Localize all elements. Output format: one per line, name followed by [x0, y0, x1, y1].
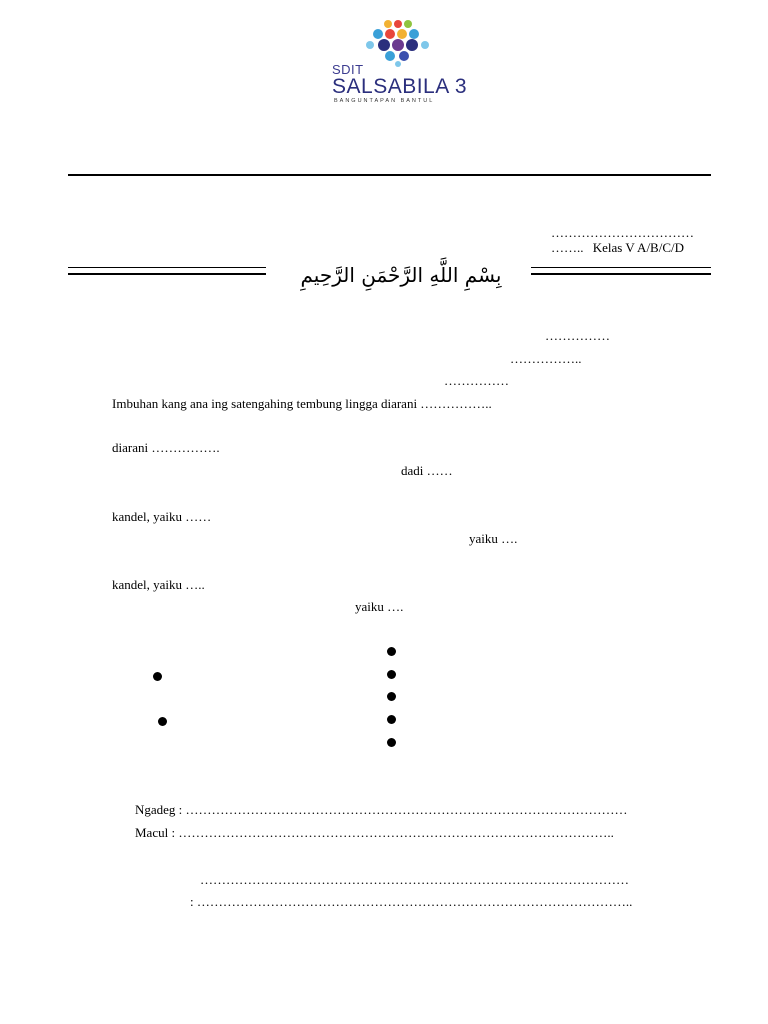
logo-prefix: SDIT — [332, 62, 364, 77]
footer-line-1: ……………………………………………………………………………………… — [200, 872, 629, 887]
name-field: …………………………… — [551, 225, 694, 240]
bullet-left-1 — [153, 672, 162, 681]
school-logo — [328, 18, 468, 104]
blank-field-1: …………… — [545, 328, 610, 343]
logo-emblem-icon — [328, 18, 468, 68]
question-yaiku-1: yaiku …. — [469, 531, 518, 546]
class-row — [551, 240, 684, 256]
bullet-left-2 — [158, 717, 167, 726]
question-dadi: dadi …… — [401, 463, 453, 478]
logo-school-name: SALSABILA 3 — [332, 75, 468, 98]
footer-line-2: : ……………………………………………………………………………………….. — [190, 894, 633, 909]
question-kandel-1: kandel, yaiku …… — [112, 509, 212, 524]
logo-subtitle: BANGUNTAPAN BANTUL — [334, 98, 435, 104]
header-divider — [68, 174, 711, 176]
blank-field-3: …………… — [444, 373, 509, 388]
bullet-right-5 — [387, 738, 396, 747]
bullet-right-1 — [387, 647, 396, 656]
answer-macul: Macul : ……………………………………………………………………………………….. — [135, 825, 614, 840]
basmalah-calligraphy: بِسْمِ اللَّهِ الرَّحْمَنِ الرَّحِيمِ — [300, 263, 502, 287]
basmalah-line-right — [531, 267, 711, 275]
question-imbuhan: Imbuhan kang ana ing satengahing tembung lingga diarani …………….. — [112, 396, 492, 411]
question-kandel-2: kandel, yaiku ….. — [112, 577, 205, 592]
bullet-right-2 — [387, 670, 396, 679]
bullet-right-3 — [387, 692, 396, 701]
class-label: Kelas V A/B/C/D — [592, 240, 685, 255]
answer-ngadeg: Ngadeg : ………………………………………………………………………………………… — [135, 802, 628, 817]
question-diarani: diarani ……………. — [112, 440, 220, 455]
question-yaiku-2: yaiku …. — [355, 599, 404, 614]
bullet-right-4 — [387, 715, 396, 724]
class-field-dots: …….. — [551, 240, 584, 255]
basmalah-line-left — [68, 267, 266, 275]
blank-field-2: …………….. — [510, 351, 582, 366]
